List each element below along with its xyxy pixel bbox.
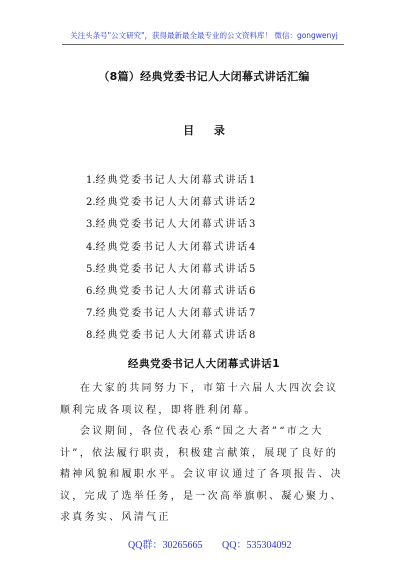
toc-item-number: 2. [86,197,96,209]
footer-qq-contact: QQ：535304092 [222,540,292,551]
toc-item-label: 经典党委书记人大闭幕式讲话7 [95,308,258,320]
toc-item[interactable] [86,170,257,192]
toc-item[interactable] [86,281,257,303]
footer-qq-group: QQ群：30265665 [128,540,203,551]
toc-item-number: 8. [86,330,96,342]
table-of-contents [86,170,257,348]
toc-item-label: 经典党委书记人大闭幕式讲话2 [95,197,258,209]
header-promo-note: 关注头条号"公文研究"，获得最新最全最专业的公文资料库！ 微信：gongwenyj [70,31,338,40]
toc-item[interactable] [86,237,257,259]
toc-item-number: 4. [86,241,96,253]
toc-item-label: 经典党委书记人大闭幕式讲话8 [95,330,258,342]
body-paragraph: 会议期间，各位代表心系“国之大者”“市之大计”，依法履行职责，积极建言献策，展现了良好的精神风貌和履职水平。会议审议通过了各项报告、决议，完成了选举任务，是一次高举旗帜、凝心聚力、求真务实、风清气正 [60,426,343,523]
body-text [60,378,350,529]
toc-item[interactable] [86,192,257,214]
toc-item[interactable] [86,214,257,236]
toc-item-number: 7. [86,308,96,320]
toc-item-label: 经典党委书记人大闭幕式讲话6 [95,285,258,297]
toc-item-label: 经典党委书记人大闭幕式讲话4 [95,241,258,253]
toc-item-number: 6. [86,285,96,297]
toc-item[interactable] [86,325,257,347]
toc-item-label: 经典党委书记人大闭幕式讲话3 [95,219,258,231]
toc-item-number: 1. [86,175,96,186]
toc-heading: 目 录 [183,124,233,137]
toc-item[interactable] [86,303,257,325]
toc-item-label: 经典党委书记人大闭幕式讲话1 [95,175,258,186]
body-paragraph: 在大家的共同努力下，市第十六届人大四次会议顺利完成各项议程，即将胜利闭幕。 [60,383,339,416]
section-title: 经典党委书记人大闭幕式讲话1 [127,358,281,370]
toc-item-label: 经典党委书记人大闭幕式讲话5 [95,263,258,275]
document-title: （8篇）经典党委书记人大闭幕式讲话汇编 [98,70,310,83]
toc-item-number: 3. [86,219,96,231]
toc-item-number: 5. [86,263,96,275]
toc-item[interactable] [86,259,257,281]
header-divider [62,44,344,45]
